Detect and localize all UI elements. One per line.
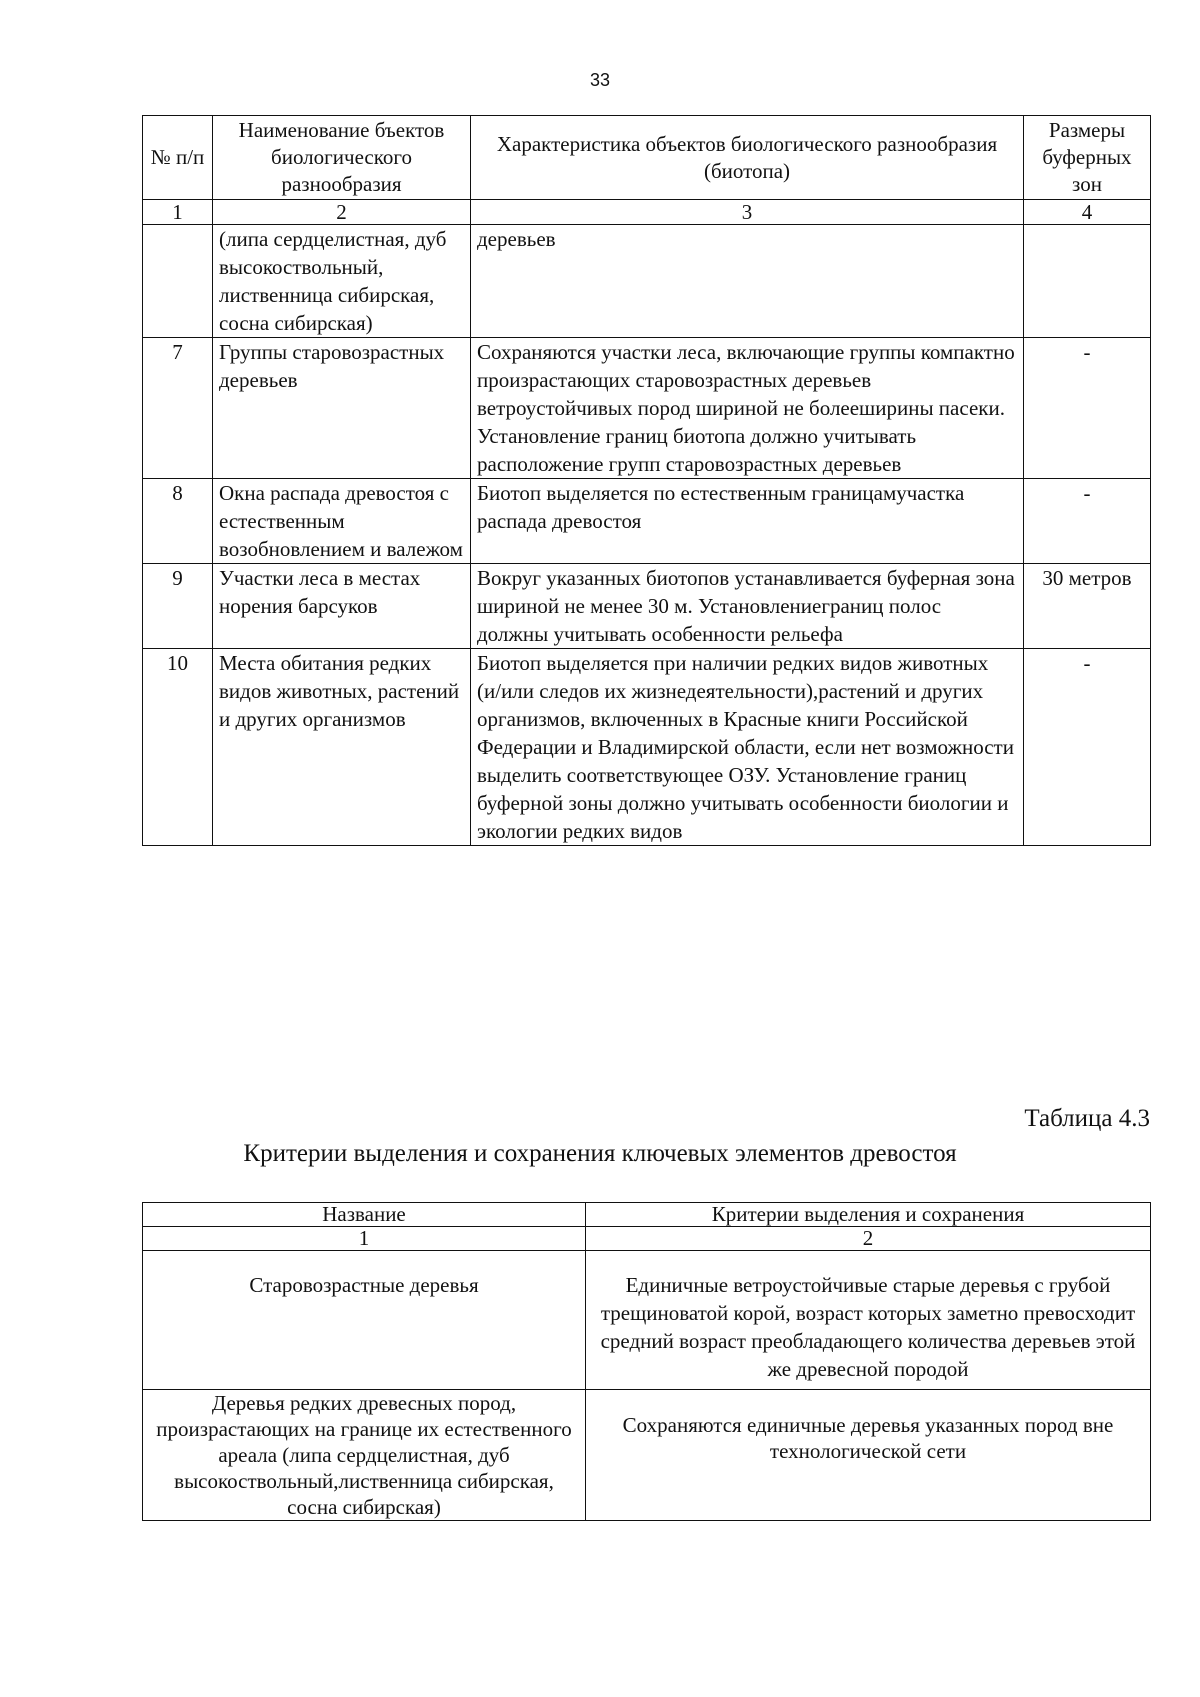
header-criteria: Критерии выделения и сохранения [586, 1203, 1151, 1227]
row-number [143, 225, 213, 338]
row-number: 8 [143, 479, 213, 564]
row-name: (липа сердцелистная, дуб высокоствольный, лиственница сибирская, сосна сибирская) [213, 225, 471, 338]
header-description: Характеристика объектов биологического разнообразия (биотопа) [471, 116, 1024, 200]
row-number: 9 [143, 564, 213, 649]
header-buffer-zone: Размеры буферных зон [1024, 116, 1151, 200]
table-label: Таблица 4.3 [1024, 1105, 1150, 1132]
table-row [143, 1251, 1151, 1390]
row-name: Окна распада древостоя с естественным возобновлением и валежом [213, 479, 471, 564]
row-name: Группы старовозрастных деревьев [213, 338, 471, 479]
row-description: деревьев [471, 225, 1024, 338]
row-buffer-zone [1024, 225, 1151, 338]
table-row [143, 564, 1151, 649]
table-row [143, 649, 1151, 846]
row-name: Старовозрастные деревья [143, 1251, 586, 1390]
row-buffer-zone: - [1024, 649, 1151, 846]
table-row [143, 1390, 1151, 1521]
col-number: 3 [471, 200, 1024, 225]
page-number: 33 [589, 70, 611, 90]
col-number: 4 [1024, 200, 1151, 225]
row-number: 10 [143, 649, 213, 846]
column-number-row [143, 1227, 1151, 1251]
col-number: 2 [213, 200, 471, 225]
row-name: Деревья редких древесных пород, произрастающих на границе их естественного ареала (липа сердцелистная, дуб высокоствольный,лиственница сибирская, сосна сибирская) [143, 1390, 586, 1521]
row-name: Участки леса в местах норения барсуков [213, 564, 471, 649]
row-criteria: Единичные ветроустойчивые старые деревья с грубой трещиноватой корой, возраст которых заметно превосходит средний возраст преобладающего количества деревьев этой же древесной породой [586, 1251, 1151, 1390]
row-description: Биотоп выделяется по естественным границамучастка распада древостоя [471, 479, 1024, 564]
table-row [143, 338, 1151, 479]
col-number: 1 [143, 200, 213, 225]
row-description: Сохраняются участки леса, включающие группы компактно произрастающих старовозрастных деревьев ветроустойчивых пород шириной не болееширины пасеки. Установление границ биотопа должно учитывать расположение групп старовозрастных деревьев [471, 338, 1024, 479]
row-number: 7 [143, 338, 213, 479]
table-caption: Критерии выделения и сохранения ключевых элементов древостоя [243, 1140, 957, 1167]
row-description: Вокруг указанных биотопов устанавливается буферная зона шириной не менее 30 м. Установлениеграниц полос должны учитывать особенности рельефа [471, 564, 1024, 649]
row-criteria: Сохраняются единичные деревья указанных пород вне технологической сети [586, 1390, 1151, 1521]
table-header-row [143, 1203, 1151, 1227]
row-name: Места обитания редких видов животных, растений и других организмов [213, 649, 471, 846]
row-buffer-zone: - [1024, 338, 1151, 479]
col-number: 1 [143, 1227, 586, 1251]
header-title: Название [143, 1203, 586, 1227]
header-number: № п/п [143, 116, 213, 200]
column-number-row [143, 200, 1151, 225]
table-header-row [143, 116, 1151, 200]
table-row [143, 225, 1151, 338]
key-elements-table [142, 1202, 1151, 1521]
col-number: 2 [586, 1227, 1151, 1251]
row-buffer-zone: 30 метров [1024, 564, 1151, 649]
row-description: Биотоп выделяется при наличии редких видов животных (и/или следов их жизнедеятельности),растений и других организмов, включенных в Красные книги Российской Федерации и Владимирской области, если нет возможности выделить соответствующее ОЗУ. Установление границ буферной зоны должно учитывать особенности биологии и экологии редких видов [471, 649, 1024, 846]
header-name: Наименование бъектов биологического разнообразия [213, 116, 471, 200]
row-buffer-zone: - [1024, 479, 1151, 564]
biodiversity-objects-table [142, 115, 1151, 846]
table-row [143, 479, 1151, 564]
